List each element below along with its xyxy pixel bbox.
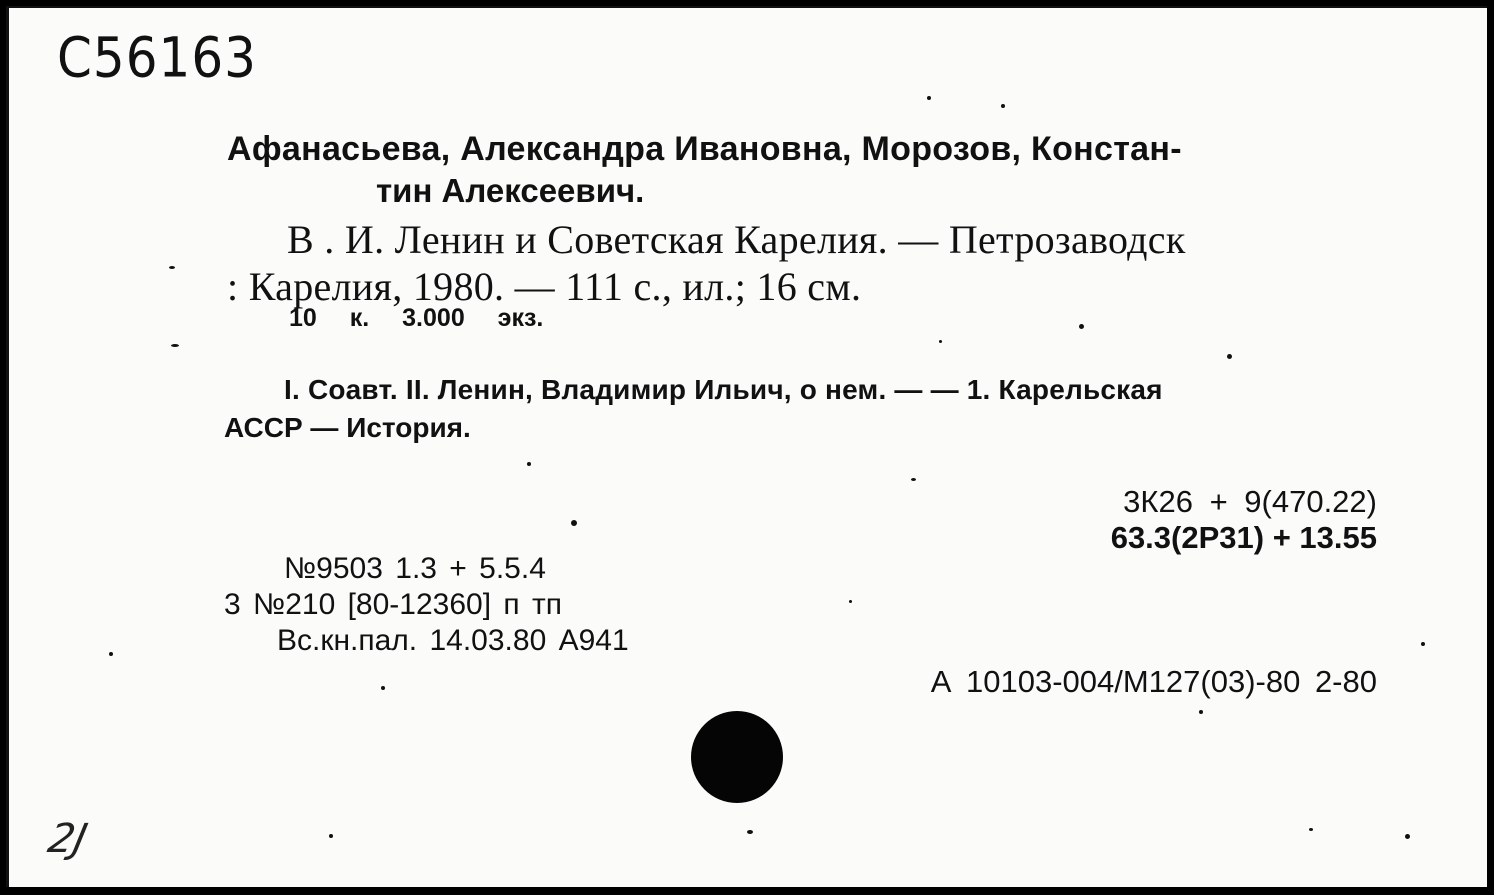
- tracings-line-1: I. Соавт. II. Ленин, Владимир Ильич, о нем. — — 1. Карельская: [284, 374, 1163, 405]
- index-code: А 10103-004/М127(03)-80 2-80: [930, 664, 1377, 699]
- speck: [939, 340, 942, 343]
- order-line-2: 3 №210 [80-12360] п тп: [224, 588, 562, 621]
- classification-line-2: 63.3(2Р31) + 13.55: [1110, 520, 1377, 555]
- authors-line-1: Афанасьева, Александра Ивановна, Морозов, Констан-: [227, 130, 1182, 168]
- title-line-1: В . И. Ленин и Советская Карелия. — Петрозаводск: [287, 217, 1186, 262]
- speck: [329, 834, 333, 838]
- speck: [527, 462, 531, 466]
- order-line-1: №9503 1.3 + 5.5.4: [284, 552, 546, 585]
- speck: [1405, 834, 1410, 839]
- title-line-2: : Карелия, 1980. — 111 с., ил.; 16 см.: [227, 264, 862, 309]
- speck: [1079, 324, 1084, 329]
- catalog-card: [6, 6, 1487, 887]
- speck: [171, 344, 179, 347]
- order-line-3: Вс.кн.пал. 14.03.80 А941: [277, 624, 629, 657]
- speck: [911, 478, 916, 481]
- price-and-print-run: 10 к. 3.000 экз.: [289, 304, 544, 332]
- speck: [1421, 642, 1425, 646]
- speck: [927, 96, 931, 100]
- speck: [109, 652, 113, 656]
- speck: [381, 686, 385, 690]
- handwritten-note: 2J: [44, 816, 92, 862]
- speck: [1309, 828, 1313, 831]
- tracings-line-2: АССР — История.: [224, 412, 471, 443]
- speck: [1199, 710, 1203, 714]
- classification-line-1: 3К26 + 9(470.22): [1123, 484, 1377, 519]
- speck: [571, 520, 577, 526]
- authors-line-2: тин Алексеевич.: [376, 172, 645, 209]
- speck: [1001, 104, 1005, 108]
- speck: [1227, 354, 1232, 359]
- speck: [849, 600, 852, 603]
- speck: [747, 830, 753, 834]
- call-number: С56163: [57, 26, 257, 90]
- punch-hole: [691, 711, 783, 803]
- speck: [169, 266, 175, 269]
